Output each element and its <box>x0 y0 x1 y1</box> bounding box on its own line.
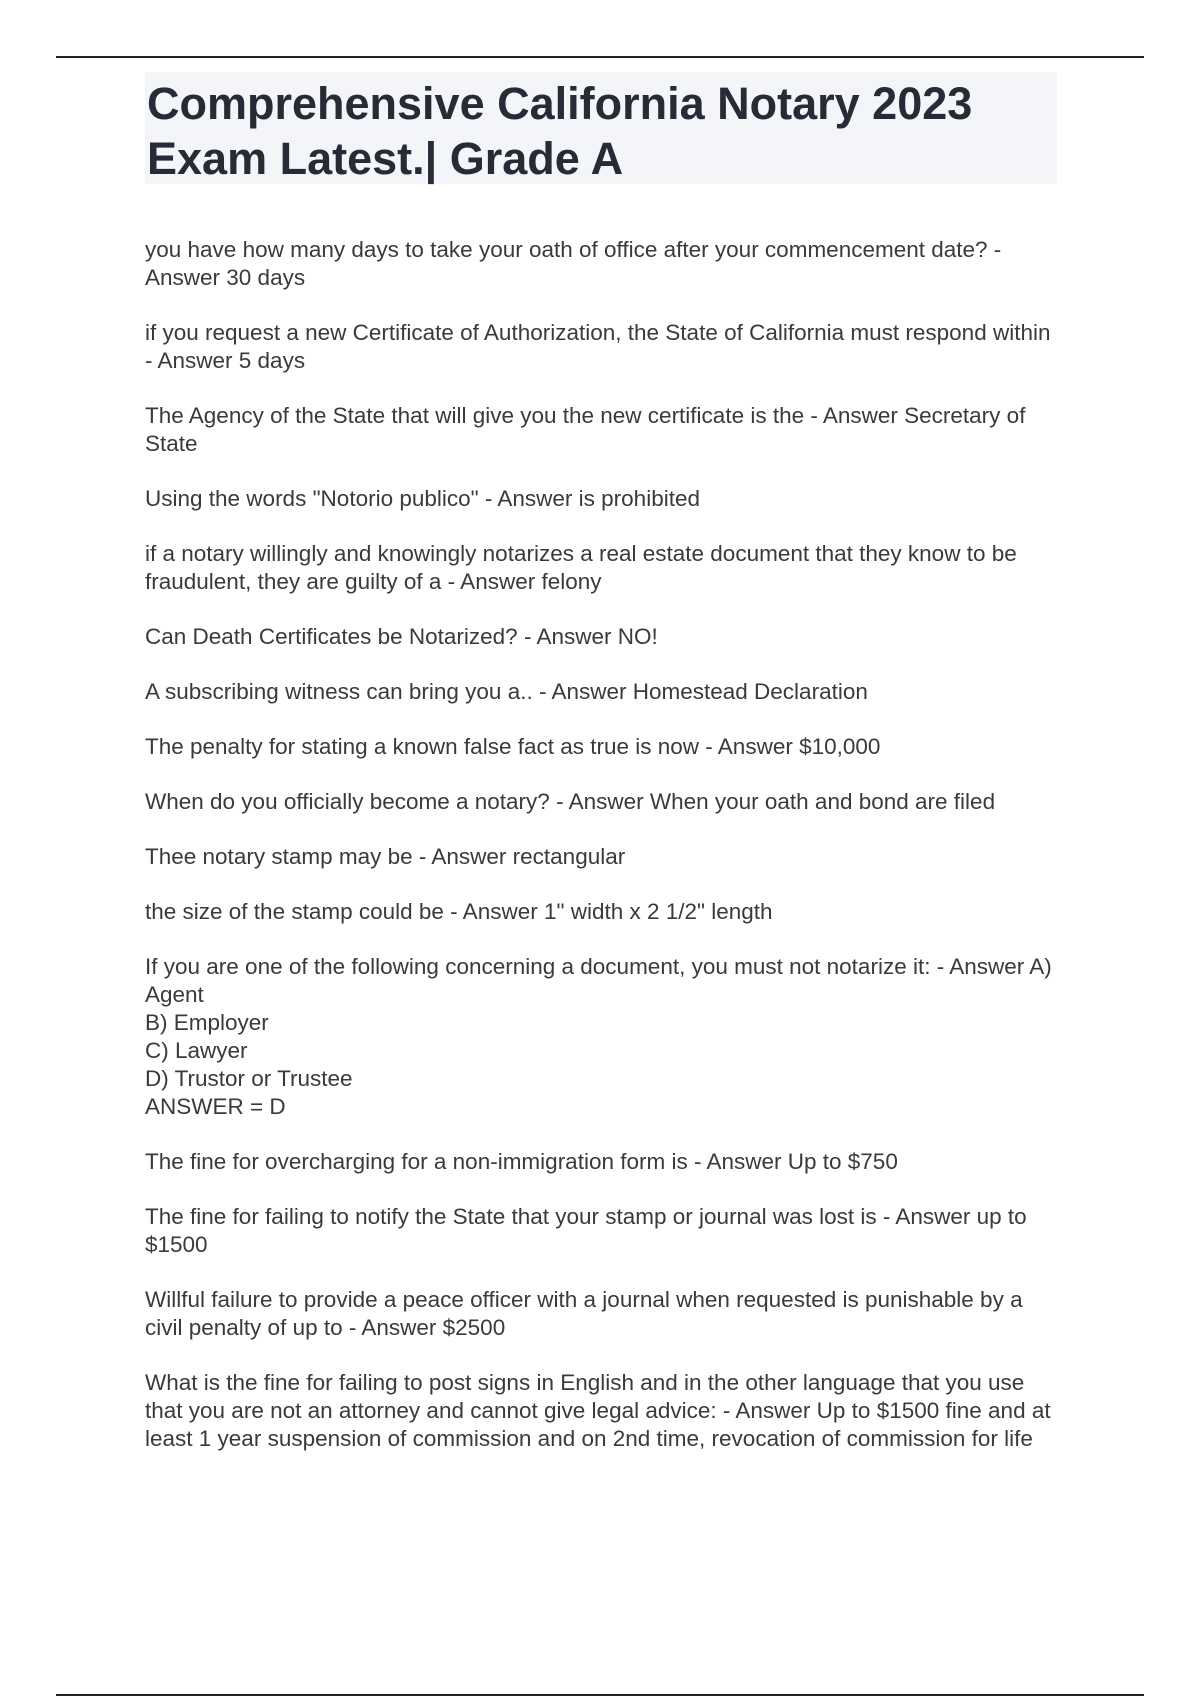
qa-item: Thee notary stamp may be - Answer rectangular <box>145 844 626 869</box>
qa-list <box>145 236 1057 1480</box>
qa-item: if a notary willingly and knowingly notarizes a real estate document that they know to be fraudulent, they are guilty of a - Answer felony <box>145 541 1017 594</box>
qa-item: The penalty for stating a known false fact as true is now - Answer $10,000 <box>145 734 881 759</box>
qa-item: The Agency of the State that will give you the new certificate is the - Answer Secretary of State <box>145 403 1026 456</box>
qa-item: if you request a new Certificate of Authorization, the State of California must respond within - Answer 5 days <box>145 320 1051 373</box>
qa-item: Willful failure to provide a peace officer with a journal when requested is punishable by a civil penalty of up to - Answer $2500 <box>145 1287 1023 1340</box>
qa-item: The fine for failing to notify the State that your stamp or journal was lost is - Answer up to $1500 <box>145 1204 1027 1257</box>
bottom-divider <box>56 1694 1144 1696</box>
title-block <box>145 72 1057 184</box>
qa-item: the size of the stamp could be - Answer 1" width x 2 1/2" length <box>145 899 773 924</box>
qa-item: When do you officially become a notary? - Answer When your oath and bond are filed <box>145 789 996 814</box>
document-title: Comprehensive California Notary 2023 Exam Latest.| Grade A <box>147 78 973 184</box>
qa-item: If you are one of the following concerning a document, you must not notarize it: - Answer A) Agent B) Employer C) Lawyer D) Trustor or Trustee ANSWER = D <box>145 954 1052 1119</box>
qa-item: What is the fine for failing to post signs in English and in the other language that you use that you are not an attorney and cannot give legal advice: - Answer Up to $1500 fine and at least 1 year suspension of commission and on 2nd time, revocation of commission for life <box>145 1370 1051 1451</box>
qa-item: you have how many days to take your oath of office after your commencement date? - Answer 30 days <box>145 237 1002 290</box>
qa-item: A subscribing witness can bring you a.. - Answer Homestead Declaration <box>145 679 868 704</box>
qa-item: The fine for overcharging for a non-immigration form is - Answer Up to $750 <box>145 1149 898 1174</box>
qa-item: Can Death Certificates be Notarized? - Answer NO! <box>145 624 658 649</box>
top-divider <box>56 56 1144 58</box>
qa-item: Using the words "Notorio publico" - Answer is prohibited <box>145 486 700 511</box>
